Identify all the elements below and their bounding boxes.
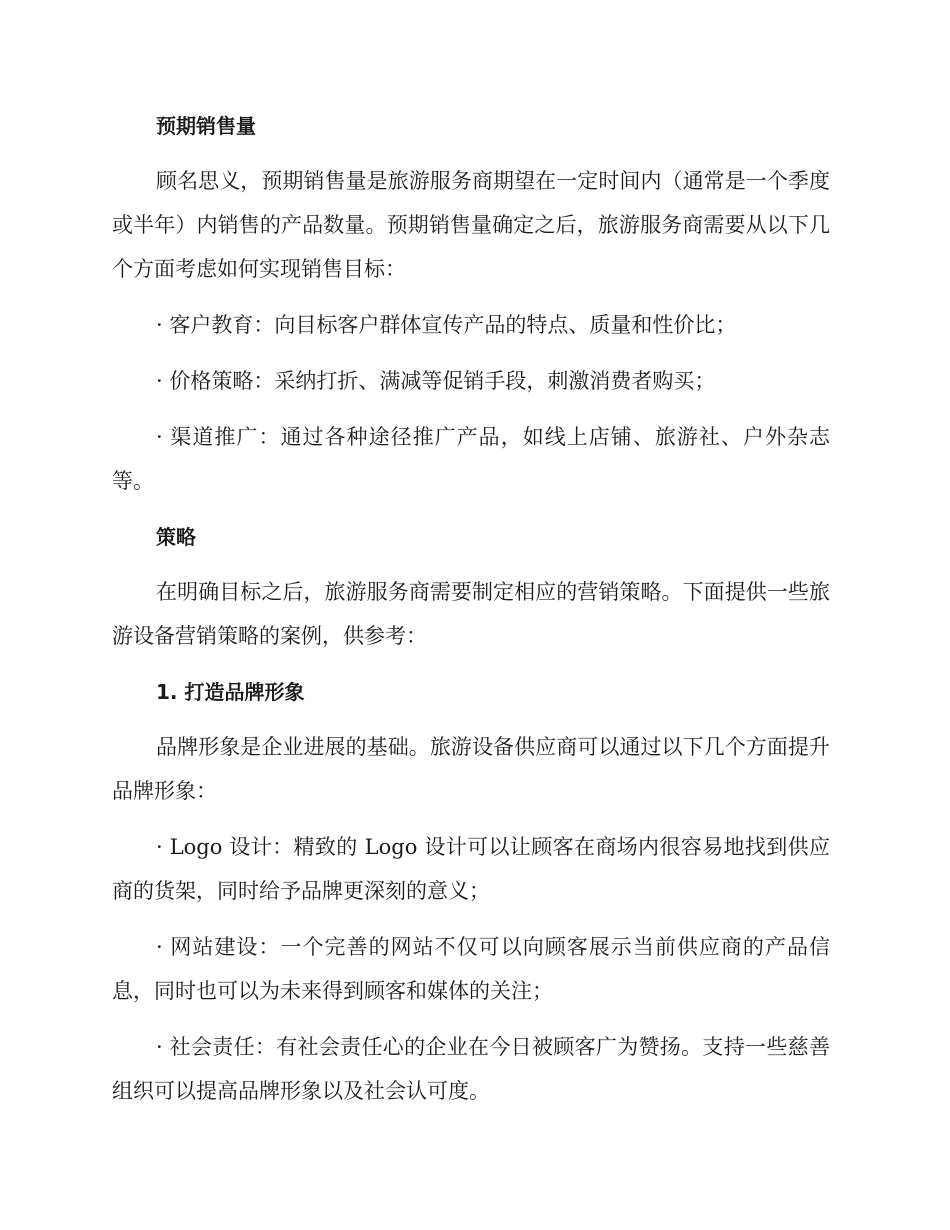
heading-brand-image: 1. 打造品牌形象 <box>156 680 305 704</box>
bullet-social-responsibility: · 社会责任：有社会责任心的企业在今日被顾客广为赞扬。支持一些慈善组织可以提高品牌形象以及社会认可度。 <box>112 1035 830 1103</box>
bullet-price-strategy: · 价格策略：采纳打折、满减等促销手段，刺激消费者购买； <box>156 369 716 393</box>
bullet-channel-promotion: · 渠道推广：通过各种途径推广产品，如线上店铺、旅游社、户外杂志等。 <box>112 425 830 493</box>
bullet-website-building: · 网站建设：一个完善的网站不仅可以向顾客展示当前供应商的产品信息，同时也可以为未来得到顾客和媒体的关注； <box>112 935 830 1003</box>
heading-expected-sales: 预期销售量 <box>156 114 256 138</box>
bullet-customer-education: · 客户教育：向目标客户群体宣传产品的特点、质量和性价比； <box>156 313 737 337</box>
document-page <box>112 104 830 1113</box>
paragraph-expected-sales-intro: 顾名思义，预期销售量是旅游服务商期望在一定时间内（通常是一个季度或半年）内销售的产品数量。预期销售量确定之后，旅游服务商需要从以下几个方面考虑如何实现销售目标： <box>112 169 830 281</box>
paragraph-brand-image-intro: 品牌形象是企业进展的基础。旅游设备供应商可以通过以下几个方面提升品牌形象： <box>112 735 830 803</box>
heading-strategy: 策略 <box>156 525 196 549</box>
paragraph-strategy-intro: 在明确目标之后，旅游服务商需要制定相应的营销策略。下面提供一些旅游设备营销策略的案例，供参考： <box>112 580 830 648</box>
bullet-logo-design: · Logo 设计：精致的 Logo 设计可以让顾客在商场内很容易地找到供应商的货架，同时给予品牌更深刻的意义； <box>112 835 830 903</box>
